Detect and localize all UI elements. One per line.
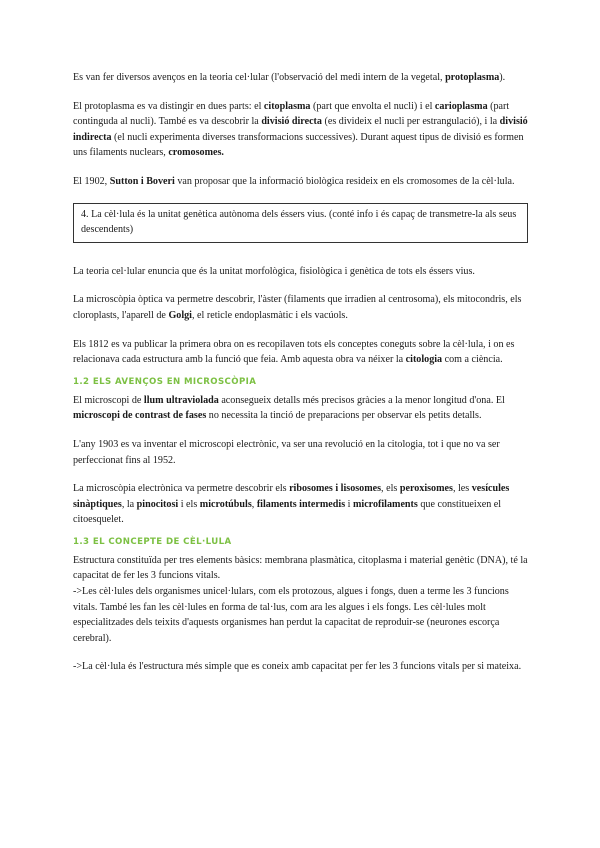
text: que constitueixen el citoesquelet.	[73, 498, 502, 526]
text: , les	[452, 483, 472, 495]
term-cromosomes: cromosomes.	[168, 147, 224, 159]
term-divisio-directa: divisió directa	[261, 116, 322, 128]
text: (es divideix el nucli per estrangulació), i la	[321, 116, 500, 128]
text: , el reticle endoplasmàtic i els vacúols.	[192, 309, 348, 321]
term-carioplasma: carioplasma	[434, 100, 488, 112]
text: Els 1812 es va publicar la primera obra on es recopilaven tots els conceptes coneguts sobre la cèl·lula, i on es relacionava cada estructura amb la funció que feia. Amb aquesta obra va néixer la	[73, 338, 515, 366]
text: (part continguda al nucli). També es va descobrir la	[73, 100, 510, 128]
paragraph-unicellulars: ->Les cèl·lules dels organismes unicel·lulars, com els protozous, algues i fongs, duen a terme les 3 funcions vitals. També les fan les cèl·lules en forma de tal·lus, com ara les algues i els fongs. Les cèl·lules molt especialitzades dels teixits d'aquests organismes han perdut la capacitat de reproduir-se (neurones escorça cerebral).	[73, 586, 509, 644]
term-vesicules-sinaptiques: vesícules sinàptiques	[73, 483, 510, 510]
text: ).	[499, 72, 506, 83]
text: com a ciència.	[442, 354, 503, 366]
term-divisio-indirecta: divisió indirecta	[73, 116, 528, 143]
paragraph-microscopi-electronic: L'any 1903 es va inventar el microscopi electrònic, va ser una revolució en la citologia, tot i que no va ser perfeccionat fins al 1952.	[73, 438, 500, 466]
text: i els	[178, 498, 200, 510]
paragraph-citoplasma	[73, 99, 528, 161]
text: El 1902,	[73, 175, 110, 187]
term-filaments-intermedis: filaments intermedis	[256, 498, 346, 510]
paragraph-teoria-cellular: La teoria cel·lular enuncia que és la unitat morfològica, fisiològica i genètica de tots els éssers vius.	[73, 265, 475, 277]
text: El microscopi de	[73, 394, 144, 406]
term-llum-ultraviolada: llum ultraviolada	[143, 394, 219, 406]
paragraph-microscopia-electronica	[73, 481, 528, 528]
paragraph-estructura-simple: ->La cèl·lula és l'estructura més simple que es coneix amb capacitat per fer les 3 funcions vitals per si mateixa.	[73, 661, 522, 673]
paragraph-citologia	[73, 337, 528, 368]
boxed-statement: 4. La cèl·lula és la unitat genètica autònoma dels éssers vius. (conté info i és capaç de transmetre-la als seus descendents)	[73, 203, 528, 243]
paragraph-microscopia-optica	[73, 292, 528, 323]
section-heading-microscopia: 1.2 ELS AVENÇOS EN MICROSCÒPIA	[73, 376, 257, 387]
term-golgi: Golgi	[168, 309, 192, 321]
term-pinocitosi: pinocitosi	[136, 498, 179, 510]
term-sutton-boveri: Sutton i Boveri	[109, 175, 175, 187]
paragraph-protoplasma	[73, 70, 528, 86]
term-protoplasma: protoplasma	[445, 72, 500, 83]
term-microfilaments: microfilaments	[352, 498, 418, 510]
term-citoplasma: citoplasma	[263, 100, 311, 112]
text: El protoplasma es va distingir en dues parts: el	[73, 100, 264, 112]
text: aconsegueix detalls més precisos gràcies a la menor longitud d'ona. El	[218, 394, 505, 406]
text: no necessita la tinció de preparacions per observar els petits detalls.	[206, 410, 482, 422]
term-microtubuls: microtúbuls	[199, 498, 252, 510]
text: Es van fer diversos avenços en la teoria cel·lular (l'observació del medi intern de la vegetal,	[73, 72, 446, 83]
term-citologia: citologia	[405, 354, 443, 366]
text: ,	[251, 498, 257, 510]
paragraph-sutton-boveri	[73, 174, 528, 190]
document-page	[73, 70, 528, 688]
text: (el nucli experimenta diverses transformacions successives). Durant aquest tipus de divisió es formen uns filaments nuclears,	[73, 131, 524, 159]
paragraph-microscopi-llum	[73, 393, 528, 424]
text: La microscòpia electrònica va permetre descobrir els	[73, 483, 290, 495]
text: , els	[381, 483, 400, 495]
text: van proposar que la informació biològica resideix en els cromosomes de la cèl·lula.	[174, 175, 515, 187]
text: La microscòpia òptica va permetre descobrir, l'àster (filaments que irradien al centrosoma), els mitocondris, els cloroplasts, l'aparell de	[73, 294, 522, 321]
term-contrast-fases: microscopi de contrast de fases	[73, 410, 207, 422]
term-ribosomes-lisosomes: ribosomes i lisosomes	[289, 483, 382, 495]
text: , la	[121, 498, 137, 510]
section-heading-concepte-cellula: 1.3 EL CONCEPTE DE CÈL·LULA	[73, 536, 232, 547]
text: i	[345, 498, 353, 510]
term-peroxisomes: peroxisomes	[399, 483, 453, 495]
paragraph-estructura: Estructura constituïda per tres elements bàsics: membrana plasmàtica, citoplasma i material genètic (DNA), té la capacitat de fer les 3 funcions vitals.	[73, 554, 528, 582]
text: (part que envolta el nucli) i el	[310, 100, 435, 112]
